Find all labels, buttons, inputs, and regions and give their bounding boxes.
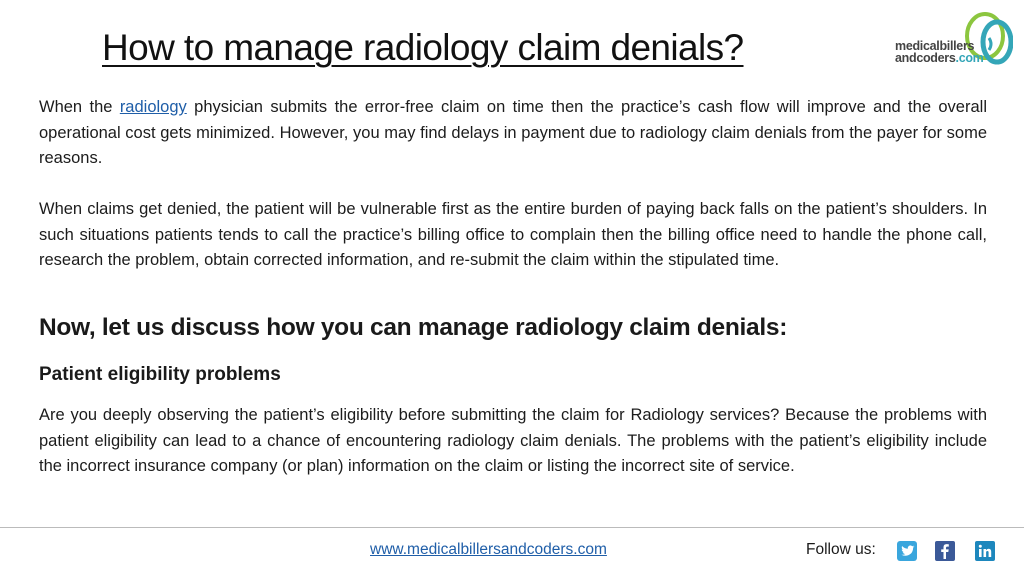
intro-paragraph: When the radiology physician submits the error-free claim on time then the practice’s cash flow will improve and the overall operational cost gets minimized. However, you may find delays in payment due to radiology claim denials from the payer for some reasons.	[39, 98, 987, 168]
website-link[interactable]: www.medicalbillersandcoders.com	[370, 541, 607, 558]
company-logo[interactable]	[893, 12, 1013, 74]
facebook-icon[interactable]	[935, 541, 955, 561]
linkedin-icon[interactable]	[975, 541, 995, 561]
logo-wordmark: medicalbillers andcoders.com	[895, 39, 984, 65]
follow-label: Follow us:	[806, 541, 876, 558]
twitter-icon[interactable]	[897, 541, 917, 561]
section-heading: Now, let us discuss how you can manage radiology claim denials:	[39, 314, 788, 341]
radiology-link[interactable]: radiology	[119, 98, 187, 116]
page-title: How to manage radiology claim denials?	[102, 27, 744, 68]
eligibility-paragraph: Are you deeply observing the patient’s eligibility before submitting the claim for Radiology services? Because the problems with patient eligibility can lead to a chance of encountering radiology claim denials. The problems with the patient’s eligibility include the incorrect insurance company (or plan) information on the claim or listing the incorrect site of service.	[39, 406, 987, 476]
denial-paragraph: When claims get denied, the patient will be vulnerable first as the entire burden of paying back falls on the patient’s shoulders. In such situations patients tends to call the practice’s billing office to complain then the billing office need to handle the phone call, research the problem, obtain corrected information, and re-submit the claim within the stipulated time.	[39, 200, 987, 270]
footer-divider	[0, 527, 1024, 528]
section-subheading: Patient eligibility problems	[39, 364, 281, 385]
